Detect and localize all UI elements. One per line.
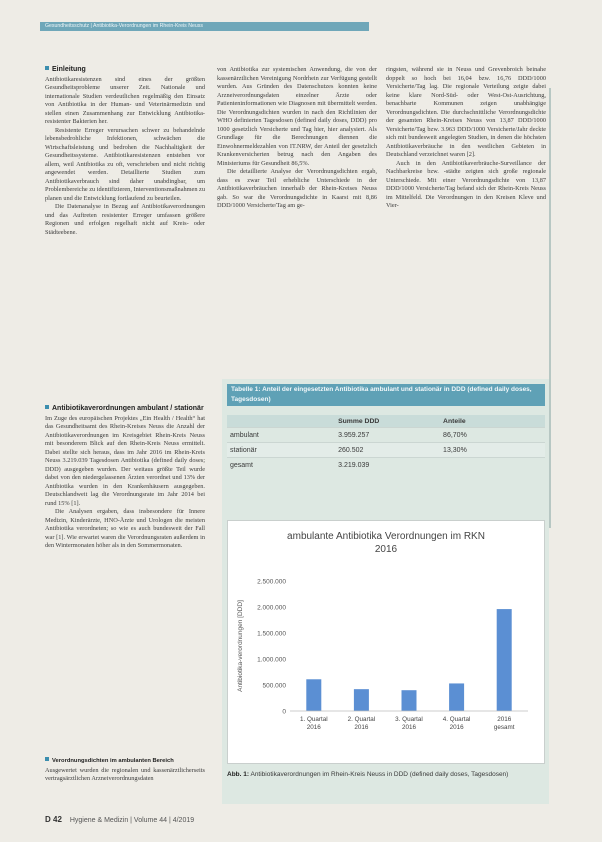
results-paragraph-2: Auch in den Antibiotikaverbräuche-Surveillance der Nachbarkreise bzw. -städte zeigten sich große regionale Unterschiede. Mit einer Verordnungsdichte von 13,87 DDD/1000 Versicherte/Tag befand sich der Rhein-Kreis Neuss im Mittelfeld. Die Verordnungen in den Kreisen Kleve und Vier- — [386, 159, 546, 209]
journal-name: Hygiene & Medizin | Volume 44 | 4/2019 — [69, 817, 195, 824]
density-section — [45, 757, 205, 784]
intro-section — [45, 66, 205, 237]
intro-paragraph-1: Antibiotikaresistenzen sind eines der größten Gesundheitsprobleme unserer Zeit. Nationale und internationale Studien verdeutlichen regelmäßig den Einsatz von Antibiotika in der Human- und Veterinärmedizin und stellen einen Zusammenhang zur Entwicklung Antibiotika-resistenter Bakterien her. — [45, 75, 205, 125]
ambulant-section — [45, 405, 205, 551]
x-tick-label: 1. Quartal 2016 — [299, 716, 328, 731]
methods-paragraph-2: Die detaillierte Analyse der Verordnungsdichten ergab, dass es zwar Teil erhebliche Unterschiede in der Antibiotikaverbräuchen innerhalb der Rhein-Kreises Neuss gab. So war die Verordnungsdichte in Kaarst mit 8,86 DDD/1000 Versicherte/Tag am ge- — [217, 168, 377, 209]
chart-title: ambulante Antibiotika Verordnungen im RKN — [287, 531, 485, 542]
table-cell: gesamt — [227, 458, 335, 473]
x-tick-label: 4. Quartal 2016 — [442, 716, 471, 731]
table-header-cell: Anteile — [440, 415, 545, 428]
intro-heading — [45, 66, 205, 75]
chart-bar — [354, 689, 369, 711]
y-tick-label: 2.500.000 — [257, 578, 286, 586]
density-paragraph: Ausgewertet wurden die regionalen und kassenärztlicherseits vertragsärztlichen Arzneiverordnungsdaten — [45, 766, 205, 782]
page-number: D 42 — [45, 815, 62, 824]
chart-container — [227, 520, 545, 764]
running-header: Gesundheitsschutz | Antibiotika-Verordnungen im Rhein-Kreis Neuss — [40, 22, 369, 31]
methods-section — [217, 66, 377, 211]
results-section — [386, 66, 546, 211]
table-row — [227, 428, 545, 443]
ddd-table — [227, 415, 545, 472]
bar-chart — [228, 521, 544, 763]
heading-bullet-icon — [45, 66, 49, 70]
margin-rule — [549, 88, 551, 528]
chart-bar — [306, 679, 321, 711]
table-cell: 13,30% — [440, 443, 545, 458]
table-cell: stationär — [227, 443, 335, 458]
x-tick-label: 2016 gesamt — [493, 716, 515, 731]
chart-title-line-2: 2016 — [374, 544, 398, 555]
figure-caption — [227, 771, 545, 780]
caption-label: Abb. 1: — [227, 771, 250, 778]
heading-bullet-icon — [45, 405, 49, 409]
y-axis-label: Antibiotika-verordnungen [DDD] — [237, 600, 244, 692]
caption-text: Antibiotikaverordnungen im Rhein-Kreis Neuss in DDD (defined daily doses, Tagesdosen) — [250, 771, 509, 778]
density-heading-text: Verordnungsdichten im ambulanten Bereich — [52, 758, 174, 764]
y-tick-label: 2.000.000 — [257, 604, 286, 612]
y-tick-label: 1.500.000 — [257, 630, 286, 638]
methods-paragraph-1: von Antibiotika zur systemischen Anwendung, die von der kassenärztlichen Vereinigung Nordrhein zur Verfügung gestellt wurden. Aus Gründen des Datenschutzes konnten keine Arzneiverordnungsdaten einzelner Ärzte oder Patienteninformationen wie Diagnosen mit übermittelt werden. Die Verordnungsdichten wurden in nach den Richtlinien der WHO definierten Tagesdosen (defined daily doses, DDD) pro 1000 gesetzlich Versicherte und Tag hier, hier analysiert. Als Grundlage für die Berechnungen diennen die Einwohnermeldezahlen von IT.NRW, der Anteil der gesetzlich Krankenversicherten betrug nach den Angaben des Ministeriums für Gesundheit 86,5%. — [217, 66, 377, 167]
chart-bar — [402, 690, 417, 711]
chart-bar — [497, 609, 512, 711]
y-tick-label: 500.000 — [262, 682, 286, 690]
table-cell: 260.502 — [335, 443, 440, 458]
page-footer — [45, 815, 194, 824]
table-row — [227, 443, 545, 458]
table-header-cell — [227, 415, 335, 428]
y-tick-label: 1.000.000 — [257, 656, 286, 664]
table-cell: 3.219.039 — [335, 458, 440, 473]
intro-paragraph-3: Die Datenanalyse in Bezug auf Antibiotikaverordnungen und das Auftreten resistenter Erreger umfassen größere Regionen und erfolgen regelhaft nicht auf Kreis- oder Städteebene. — [45, 203, 205, 236]
results-paragraph-1: ringsten, während sie in Neuss und Grevenbroich beinahe doppelt so hoch bei 16,04 bzw. 16,76 DDD/1000 Versicherte/Tag lag. Die regionale Verteilung zeigte dabei keine klare Nord-Süd- oder West-Ost-Ausrichtung, benachbarte Kommunen zeigen unabhängige Verordnungsdichten. Die durchschnittliche Verordnungsdichte der gesamten Rhein-Kreises Neuss von 13,87 DDD/1000 Versicherte/Tag bzw. 3.963 DDD/1000 Versicherte/Jahr deckte sich mit bundesweit angelegten Studien, in denen die höchsten Antibiotikaverbräuche in den westlichen Gebieten in Deutschland verzeichnet waren [2]. — [386, 66, 546, 158]
x-tick-label: 3. Quartal 2016 — [395, 716, 423, 731]
table-cell — [440, 458, 545, 473]
table-title: Tabelle 1: Anteil der eingesetzten Antibiotika ambulant und stationär in DDD (defined daily doses, Tagesdosen) — [227, 384, 545, 406]
heading-bullet-icon — [45, 757, 49, 761]
y-tick-label: 0 — [282, 708, 286, 716]
table-header-cell: Summe DDD — [335, 415, 440, 428]
table-cell: 3.959.257 — [335, 428, 440, 443]
x-tick-label: 2. Quartal 2016 — [347, 716, 376, 731]
ambulant-heading — [45, 405, 205, 414]
table-row — [227, 458, 545, 473]
density-heading — [45, 757, 205, 766]
table-cell: 86,70% — [440, 428, 545, 443]
table-header-row — [227, 415, 545, 428]
table-cell: ambulant — [227, 428, 335, 443]
intro-heading-text: Einleitung — [52, 66, 86, 73]
chart-bar — [449, 683, 464, 711]
intro-paragraph-2: Resistente Erreger verursachen schwer zu behandelnde lebensbedrohliche Infektionen, schwächen die Wirtschaftsleistung und bedrohen die Nachhaltigkeit der Gesundheitssysteme. Antibiotikaresistenzen entstehen vor allem, weil Antibiotika zu oft, verschrieben und nicht richtig angewendet werden. Detaillierte Studien zum Antibiotikaverbrauch sind daher unabdingbar, um Problembereiche zu identifizieren, Interventionsmaßnahmen zu planen und die Entwicklung fortlaufend zu beurteilen. — [45, 126, 205, 202]
ambulant-heading-text: Antibiotikaverordnungen ambulant / stationär — [52, 405, 204, 412]
ambulant-paragraph-2: Die Analysen ergaben, dass insbesondere für Innere Medizin, Kinderärzte, HNO-Ärzte und Urologen die meisten Antibiotika verordneten; so wie es auch bundesweit der Fall war [1]. Wie erwartet waren die Verordnungsraten außerdem in den Wintermonaten höher als in den Sommermonaten. — [45, 508, 205, 549]
ambulant-paragraph-1: Im Zuge des europäischen Projektes „Ein Health / Health“ hat das Gesundheitsamt des Rhein-Kreises Neuss die Anzahl der Antibiotikaverordnungen im Kreisgebiet Rhein-Kreis Neuss mit besonderem Blick auf den Rhein-Kreis Neuss ermittelt. Dabei stellte sich heraus, dass im Jahr 2016 im Rhein-Kreis Neuss 3.219.039 Tagesdosen Antibiotika (defined daily doses; DDD) ausgegeben wurden. Der weitaus größte Teil wurde dabei von den niedergelassenen Ärzten verordnet und 13% der Antibiotika wurden in den Krankenhäusern ausgegeben. Deutschlandweit lag die Verordnungsrate im Jahr 2014 bei rund 15% [1]. — [45, 414, 205, 507]
